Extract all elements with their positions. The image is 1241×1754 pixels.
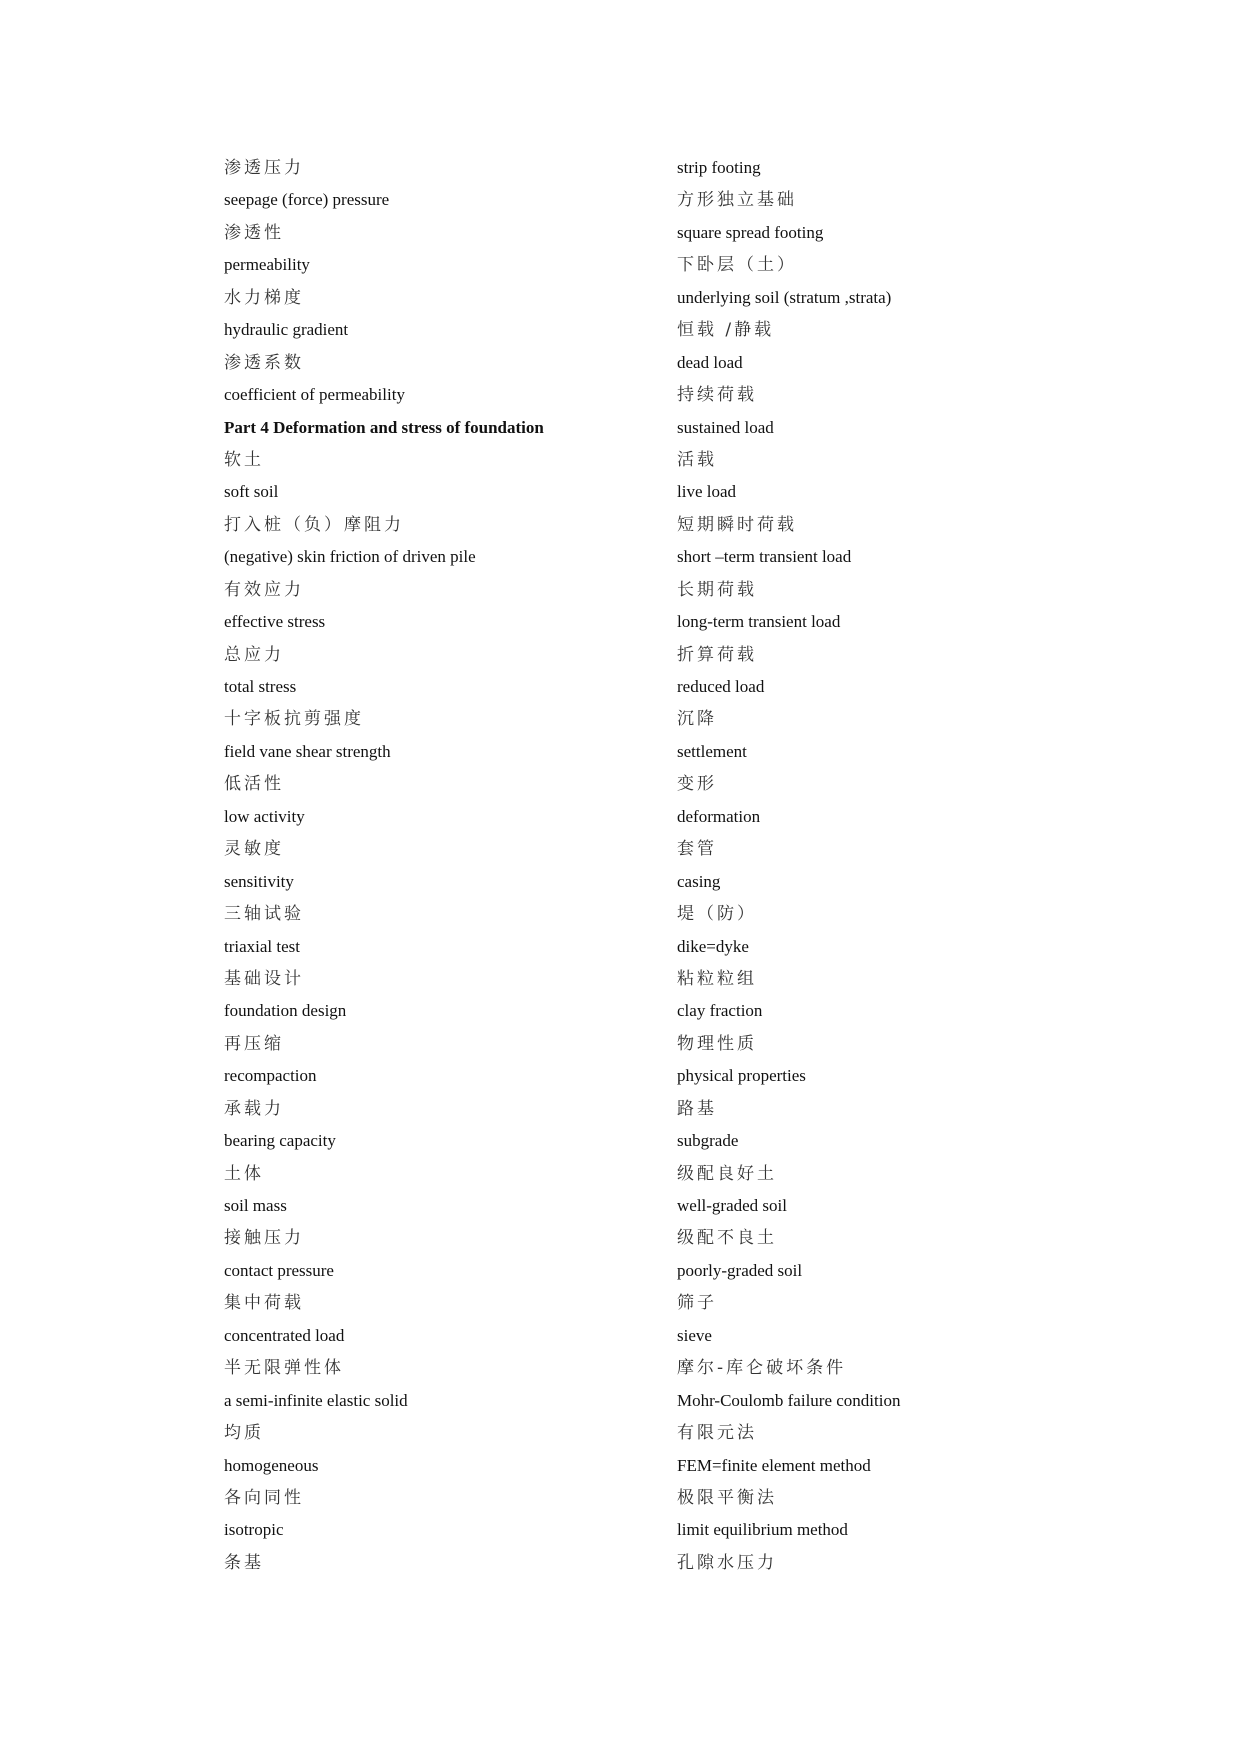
glossary-term-english: homogeneous bbox=[224, 1455, 319, 1475]
glossary-term-chinese: 土体 bbox=[224, 1163, 264, 1184]
glossary-term-chinese: 有限元法 bbox=[677, 1423, 757, 1444]
glossary-left-column bbox=[224, 152, 654, 1579]
glossary-term-english: short –term transient load bbox=[677, 547, 852, 567]
glossary-term-chinese: 孔隙水压力 bbox=[677, 1552, 777, 1573]
glossary-term-english: (negative) skin friction of driven pile bbox=[224, 547, 476, 567]
glossary-term-english: settlement bbox=[677, 741, 747, 761]
glossary-term-english: permeability bbox=[224, 255, 310, 275]
glossary-term-chinese: 十字板抗剪强度 bbox=[224, 709, 364, 730]
glossary-term-chinese: 级配不良土 bbox=[677, 1228, 777, 1249]
glossary-term-english: Mohr-Coulomb failure condition bbox=[677, 1390, 901, 1410]
glossary-term-english: a semi-infinite elastic solid bbox=[224, 1390, 408, 1410]
glossary-term-chinese: 长期荷载 bbox=[677, 579, 757, 600]
glossary-term-english: dead load bbox=[677, 352, 743, 372]
glossary-term-english: concentrated load bbox=[224, 1325, 345, 1345]
glossary-term-chinese: 基础设计 bbox=[224, 968, 304, 989]
glossary-term-english: sustained load bbox=[677, 417, 774, 437]
glossary-term-english: strip footing bbox=[677, 158, 761, 177]
glossary-term-english: contact pressure bbox=[224, 1260, 334, 1280]
glossary-term-chinese: 活载 bbox=[677, 449, 717, 470]
glossary-term-english: underlying soil (stratum ,strata) bbox=[677, 287, 892, 307]
glossary-term-chinese: 条基 bbox=[224, 1552, 264, 1573]
glossary-term-english: clay fraction bbox=[677, 1001, 763, 1021]
glossary-term-chinese: 软土 bbox=[224, 449, 264, 470]
glossary-term-english: isotropic bbox=[224, 1520, 284, 1540]
glossary-term-chinese: 灵敏度 bbox=[224, 839, 284, 860]
glossary-term-english: dike=dyke bbox=[677, 936, 749, 956]
glossary-term-english: square spread footing bbox=[677, 222, 824, 242]
glossary-term-english: sensitivity bbox=[224, 871, 294, 891]
glossary-term-chinese: 低活性 bbox=[224, 774, 284, 795]
glossary-term-chinese: 堤（防） bbox=[677, 904, 757, 925]
glossary-term-english: subgrade bbox=[677, 1131, 739, 1151]
glossary-term-english: soft soil bbox=[224, 482, 279, 502]
glossary-term-english: limit equilibrium method bbox=[677, 1520, 848, 1540]
glossary-right-column bbox=[677, 152, 1147, 1579]
glossary-term-english: deformation bbox=[677, 806, 761, 826]
glossary-term-english: live load bbox=[677, 482, 737, 502]
glossary-term-chinese: 变形 bbox=[677, 774, 717, 795]
glossary-term-english: foundation design bbox=[224, 1001, 347, 1021]
glossary-term-english: reduced load bbox=[677, 677, 765, 696]
glossary-term-english: FEM=finite element method bbox=[677, 1455, 871, 1475]
glossary-term-chinese: 方形独立基础 bbox=[677, 190, 797, 211]
glossary-term-english: poorly-graded soil bbox=[677, 1260, 803, 1280]
glossary-term-english: coefficient of permeability bbox=[224, 385, 405, 405]
glossary-term-chinese: 筛子 bbox=[677, 1293, 717, 1314]
glossary-term-english: seepage (force) pressure bbox=[224, 190, 390, 210]
glossary-term-chinese: 级配良好土 bbox=[677, 1163, 777, 1184]
glossary-term-chinese: 套管 bbox=[677, 839, 717, 860]
glossary-term-chinese: 折算荷载 bbox=[677, 644, 757, 665]
glossary-term-english: field vane shear strength bbox=[224, 741, 391, 761]
glossary-term-english: recompaction bbox=[224, 1066, 317, 1086]
glossary-term-english: physical properties bbox=[677, 1066, 806, 1086]
glossary-term-chinese: 各向同性 bbox=[224, 1487, 304, 1508]
glossary-term-chinese: 物理性质 bbox=[677, 1033, 757, 1054]
glossary-term-chinese: 承载力 bbox=[224, 1098, 284, 1119]
section-heading: Part 4 Deformation and stress of foundation bbox=[224, 417, 544, 437]
glossary-term-chinese: 恒载 /静载 bbox=[677, 320, 775, 341]
glossary-term-english: low activity bbox=[224, 806, 305, 826]
glossary-term-english: long-term transient load bbox=[677, 612, 841, 632]
glossary-term-chinese: 有效应力 bbox=[224, 579, 304, 600]
glossary-term-english: total stress bbox=[224, 677, 297, 696]
glossary-term-chinese: 短期瞬时荷载 bbox=[677, 514, 797, 535]
glossary-term-chinese: 半无限弹性体 bbox=[224, 1358, 344, 1379]
glossary-term-english: sieve bbox=[677, 1325, 712, 1345]
glossary-term-chinese: 持续荷载 bbox=[677, 385, 757, 406]
glossary-term-chinese: 接触压力 bbox=[224, 1228, 304, 1249]
glossary-term-chinese: 均质 bbox=[224, 1423, 264, 1444]
glossary-term-chinese: 集中荷载 bbox=[224, 1293, 304, 1314]
glossary-term-english: soil mass bbox=[224, 1196, 287, 1215]
glossary-term-english: bearing capacity bbox=[224, 1131, 336, 1151]
glossary-term-chinese: 沉降 bbox=[677, 709, 717, 730]
glossary-term-chinese: 下卧层（土） bbox=[677, 255, 797, 276]
glossary-term-chinese: 渗透系数 bbox=[224, 352, 304, 373]
glossary-term-chinese: 水力梯度 bbox=[224, 287, 304, 308]
glossary-term-chinese: 打入桩（负）摩阻力 bbox=[224, 514, 404, 535]
glossary-term-english: hydraulic gradient bbox=[224, 320, 349, 340]
glossary-term-chinese: 路基 bbox=[677, 1098, 717, 1119]
glossary-term-chinese: 总应力 bbox=[224, 644, 284, 665]
glossary-term-chinese: 极限平衡法 bbox=[677, 1487, 777, 1508]
glossary-term-chinese: 渗透压力 bbox=[224, 158, 304, 178]
glossary-term-english: casing bbox=[677, 871, 721, 891]
glossary-term-chinese: 粘粒粒组 bbox=[677, 968, 757, 989]
glossary-term-chinese: 渗透性 bbox=[224, 222, 284, 243]
glossary-term-chinese: 三轴试验 bbox=[224, 904, 304, 925]
glossary-term-english: well-graded soil bbox=[677, 1196, 787, 1215]
glossary-term-english: effective stress bbox=[224, 612, 326, 632]
glossary-term-english: triaxial test bbox=[224, 936, 301, 956]
glossary-term-chinese: 摩尔-库仑破坏条件 bbox=[677, 1358, 847, 1379]
glossary-term-chinese: 再压缩 bbox=[224, 1033, 284, 1054]
